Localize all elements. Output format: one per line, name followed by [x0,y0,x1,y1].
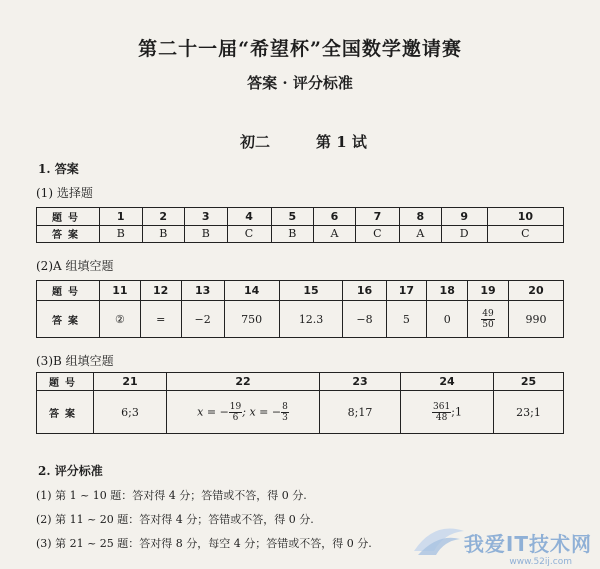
grade-label: 初二 [240,133,271,151]
answer-cell: −8 [343,301,386,338]
table-row [37,391,564,434]
question-number: 20 [508,281,563,301]
fraction [481,309,494,330]
question-number: 8 [399,208,441,226]
part-choice-heading: (1) 选择题 [36,186,93,200]
answer-cell: 23;1 [494,391,564,434]
question-number: 16 [343,281,386,301]
answer-cell: C [227,225,271,243]
question-number: 4 [227,208,271,226]
question-number: 2 [142,208,185,226]
section-scoring-heading: 2. 评分标准 [38,464,103,478]
fraction [281,402,289,423]
row-label-answer: 答案 [37,225,100,243]
answer-cell: 990 [508,301,563,338]
answer-cell: C [355,225,399,243]
equation-part: ; x = − [242,405,282,418]
watermark-text: 我爱IT技术网 [463,532,592,556]
question-number: 10 [487,208,563,226]
answer-cell: B [271,225,314,243]
answer-tail: ;1 [451,405,462,418]
answer-cell: −2 [181,301,224,338]
question-number: 3 [185,208,228,226]
row-label-answer: 答案 [37,391,94,434]
scoring-rule: (1) 第 1 ~ 10 题：答对得 4 分；答错或不答，得 0 分. [36,489,307,502]
answer-cell: 8;17 [320,391,401,434]
row-label-question: 题号 [37,281,100,301]
document-subtitle: 答案 · 评分标准 [247,74,353,92]
fill-a-answers-table [36,280,564,338]
answer-cell: B [142,225,185,243]
question-number: 19 [468,281,509,301]
question-number: 18 [427,281,468,301]
row-label-question: 题号 [37,208,100,226]
fraction-denominator: 50 [482,319,494,330]
fill-b-answers-table [36,372,564,434]
answer-cell: ② [100,301,141,338]
fraction-numerator: 8 [282,401,288,412]
watermark-url: www.52ij.com [509,557,572,567]
answer-cell: A [314,225,356,243]
table-row [37,373,564,391]
fraction-denominator: 3 [282,412,288,423]
fraction [432,402,451,423]
choice-answers-table [36,207,564,243]
fraction-denominator: 48 [435,412,448,423]
row-label-question: 题号 [37,373,94,391]
answer-cell: 5 [386,301,427,338]
question-number: 11 [100,281,141,301]
question-number: 6 [314,208,356,226]
answer-cell: A [399,225,441,243]
test-label: 第 1 试 [316,133,367,151]
answer-cell: 6;3 [94,391,167,434]
answer-cell: 12.3 [279,301,343,338]
question-number: 1 [100,208,143,226]
question-number: 24 [401,373,494,391]
question-number: 5 [271,208,314,226]
answer-cell: C [487,225,563,243]
question-number: 17 [386,281,427,301]
fraction-numerator: 361 [433,401,451,412]
fraction-denominator: 6 [232,412,239,423]
question-number: 22 [167,373,320,391]
question-number: 21 [94,373,167,391]
answer-cell: = [140,301,181,338]
document-title: 第二十一届“希望杯”全国数学邀请赛 [138,38,462,60]
scoring-rule: (2) 第 11 ~ 20 题：答对得 4 分；答错或不答，得 0 分. [36,513,314,526]
answer-cell: B [100,225,143,243]
table-row [37,301,564,338]
fraction-numerator: 19 [229,401,242,412]
question-number: 25 [494,373,564,391]
fraction-numerator: 49 [482,308,494,319]
question-number: 9 [441,208,487,226]
scoring-rule: (3) 第 21 ~ 25 题：答对得 8 分，每空 4 分；答错或不答，得 0 分. [36,537,372,550]
table-row [37,225,564,243]
equation-part: x = − [197,405,229,418]
answer-cell-fraction [468,301,509,338]
question-number: 13 [181,281,224,301]
part-fill-a-heading: (2)A 组填空题 [36,259,114,273]
question-number: 12 [140,281,181,301]
answer-cell: 0 [427,301,468,338]
table-row [37,208,564,226]
question-number: 7 [355,208,399,226]
row-label-answer: 答案 [37,301,100,338]
question-number: 23 [320,373,401,391]
answer-cell-24 [401,391,494,434]
fraction [229,402,242,423]
table-row [37,281,564,301]
question-number: 15 [279,281,343,301]
answer-cell-22 [167,391,320,434]
question-number: 14 [224,281,279,301]
answer-cell: D [441,225,487,243]
part-fill-b-heading: (3)B 组填空题 [36,354,114,368]
section-answers-heading: 1. 答案 [38,162,79,176]
answer-cell: B [185,225,228,243]
answer-cell: 750 [224,301,279,338]
